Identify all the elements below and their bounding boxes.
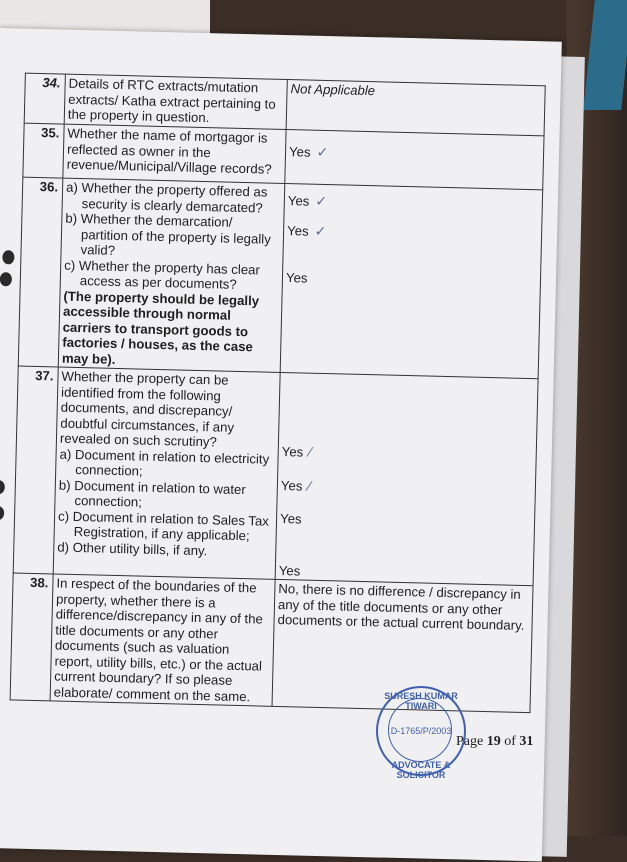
- row-number: 35.: [23, 123, 64, 178]
- checklist-table: [10, 73, 546, 714]
- question-text: Whether the name of mortgagor is reflected as owner in the revenue/Municipal/Village records?: [66, 125, 272, 177]
- answer-text: Not Applicable: [290, 81, 376, 99]
- question-part-a: a) Document in relation to electricity connection;: [59, 446, 270, 479]
- answer-cell: [280, 184, 543, 379]
- question-part-b: b) Document in relation to water connection;: [58, 477, 246, 510]
- punch-hole: [0, 480, 5, 494]
- question-cell: [53, 367, 280, 579]
- answer-text: Yes ✓: [286, 222, 327, 239]
- punch-hole: [0, 506, 4, 520]
- question-cell: [58, 178, 285, 372]
- question-cell: [50, 574, 275, 706]
- row-number: 38.: [10, 573, 53, 701]
- row-number: 37.: [13, 366, 58, 574]
- punch-hole: [0, 272, 12, 286]
- table-row: [18, 177, 542, 379]
- answer-cell: [286, 80, 545, 136]
- seal-title: ADVOCATE & SOLICITOR: [391, 760, 451, 780]
- checkmark-icon: ✓: [315, 192, 328, 210]
- answer-text: Yes: [285, 270, 308, 286]
- seal-name: SURESH KUMAR TIWARI: [384, 691, 458, 711]
- advocate-seal: [376, 686, 466, 780]
- checkmark-icon: ✓: [314, 222, 327, 239]
- checkmark-icon: ✓: [316, 143, 329, 161]
- answer-text: Yes ∕: [280, 477, 311, 494]
- answer-text: Yes: [279, 510, 302, 527]
- question-part-b: b) Whether the demarcation/ partition of the property is legally valid?: [65, 210, 271, 258]
- answer-text: Yes: [278, 562, 301, 578]
- question-text: Details of RTC extracts/mutation extracts/ Katha extract pertaining to the property in question.: [67, 75, 276, 126]
- seal-registration: D-1765/P/2003: [390, 726, 452, 736]
- answer-text: Yes ✓: [287, 192, 328, 210]
- question-part-c: c) Document in relation to Sales Tax Registration, if any applicable;: [57, 508, 270, 544]
- question-part-d: d) Other utility bills, if any.: [57, 539, 208, 558]
- checkmark-icon: ∕: [309, 443, 312, 460]
- page-number: Page 19 of 31: [456, 734, 534, 749]
- question-cell: [64, 74, 287, 129]
- question-part-a: a) Whether the property offered as security is clearly demarcated?: [65, 179, 268, 215]
- table-row: [13, 366, 538, 586]
- punch-hole: [2, 250, 14, 264]
- question-intro: Whether the property can be identified from the following documents, and discrepancy/ doubtful circumstances, if any revealed on such scrutiny?: [59, 368, 235, 450]
- answer-cell: [285, 130, 544, 190]
- answer-text: Yes ∕: [281, 443, 312, 460]
- question-note: (The property should be legally accessible through normal carriers to transport goods to factories / houses, as the case may be).: [61, 288, 260, 367]
- answer-cell: [275, 372, 538, 585]
- row-number: 36.: [18, 177, 63, 367]
- answer-text: No, there is no difference / discrepancy in any of the title documents or any other documents or the actual current boundary.: [277, 580, 525, 633]
- checkmark-icon: ∕: [308, 477, 311, 494]
- question-text: In respect of the boundaries of the property, whether there is a difference/discrepancy in any of the title documents or any other documents (such as valuation report, utility bills, etc.) or the actual current boundary? If so please elaborate/ comment on the same.: [53, 575, 264, 704]
- checklist-table-wrapper: [10, 73, 545, 714]
- row-number: 34.: [24, 73, 65, 124]
- question-cell: [63, 124, 286, 183]
- question-part-c: c) Whether the property has clear access as per documents?: [64, 257, 261, 292]
- answer-text: Yes: [288, 144, 311, 160]
